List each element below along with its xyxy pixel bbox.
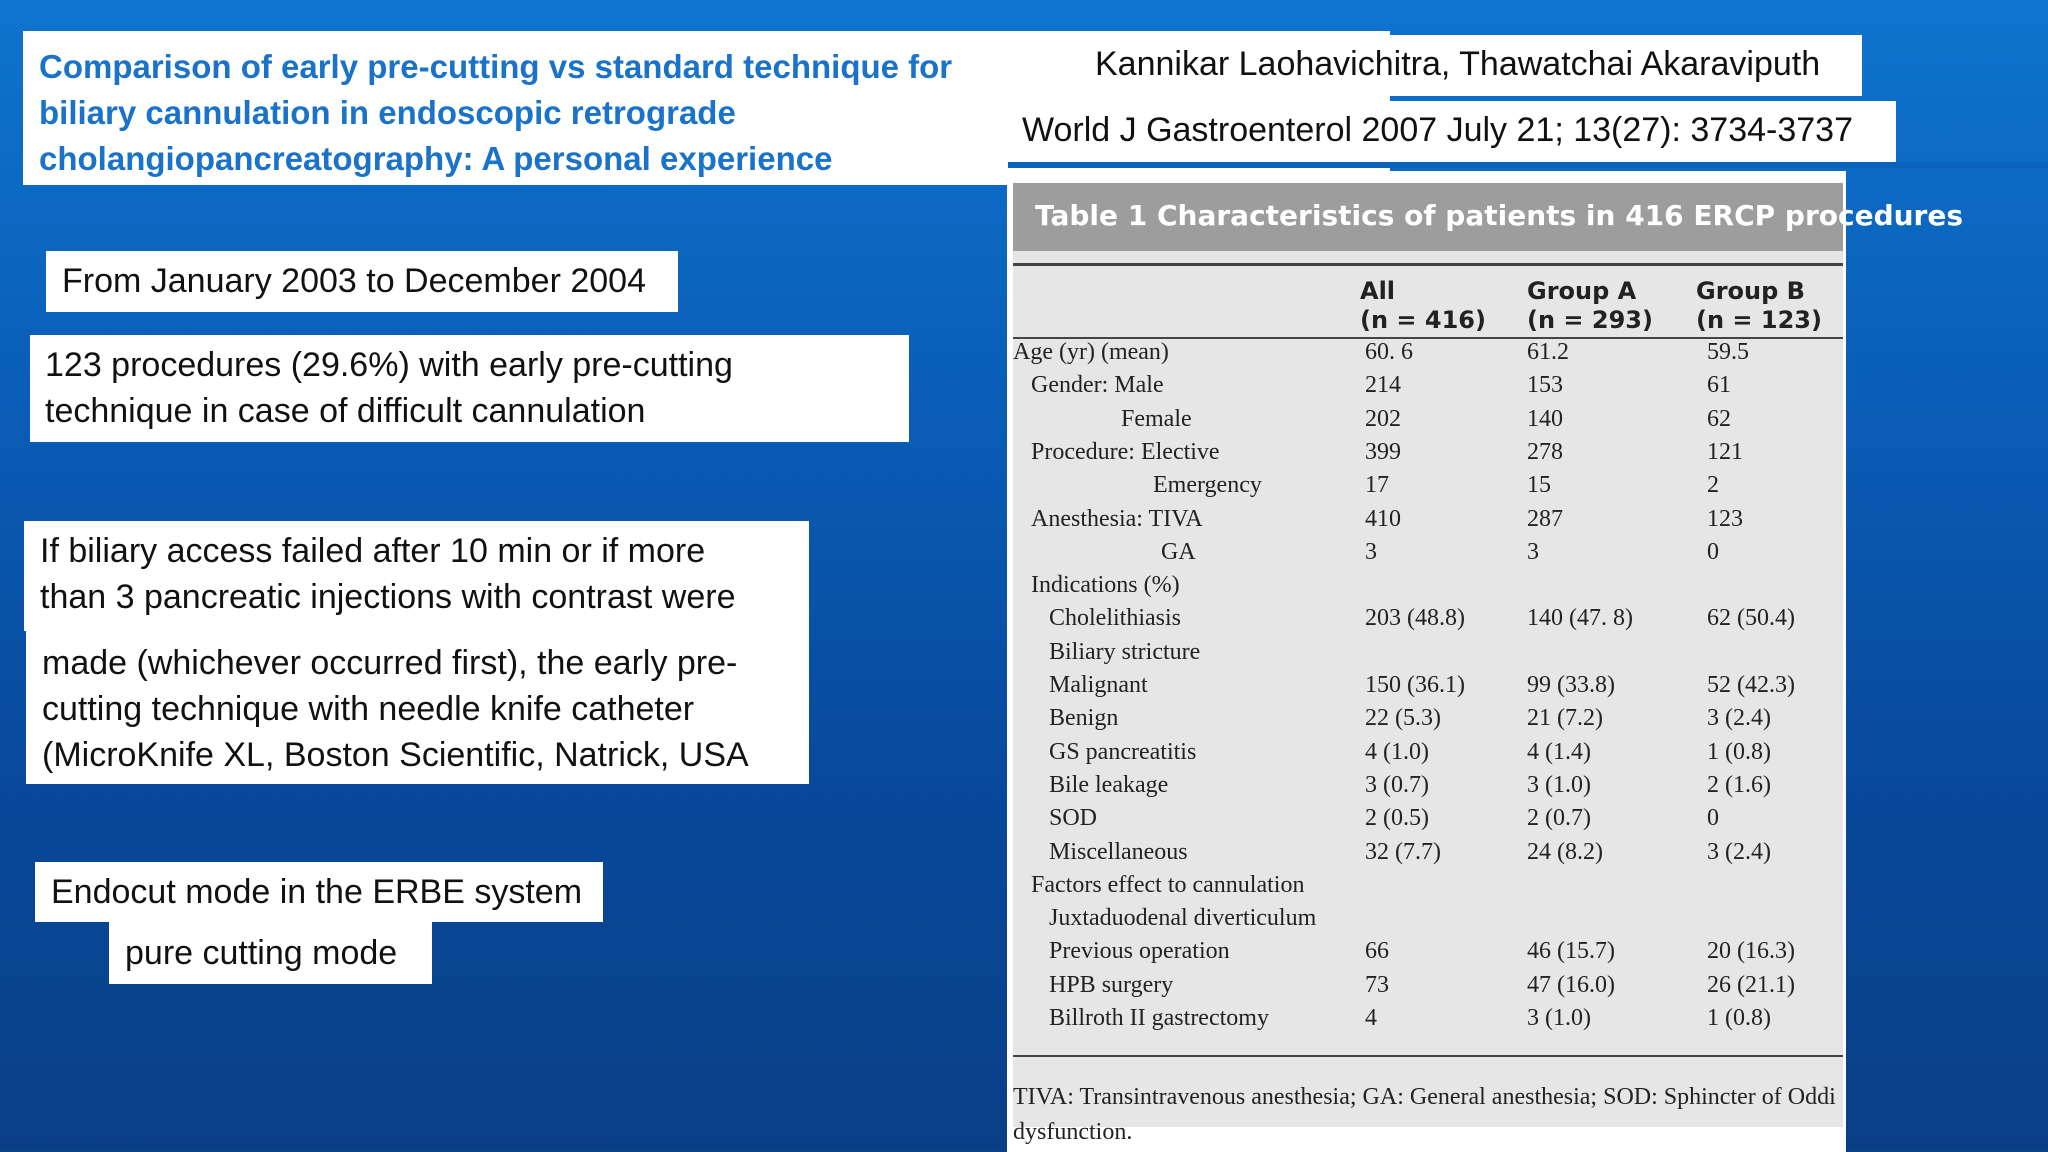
table-cell: 3 bbox=[1365, 538, 1377, 565]
procedures-box bbox=[30, 335, 909, 442]
table-cell: 3 (1.0) bbox=[1527, 1005, 1591, 1031]
table-cell: 4 (1.0) bbox=[1365, 738, 1429, 765]
table-cell: 202 bbox=[1365, 405, 1401, 432]
criteria-line-2: than 3 pancreatic injections with contrast were bbox=[40, 578, 736, 616]
endocut-box bbox=[35, 862, 603, 922]
citation: World J Gastroenterol 2007 July 21; 13(27): 3734-3737 bbox=[1022, 111, 1853, 149]
table-cell: 0 bbox=[1707, 805, 1719, 832]
row-label: SOD bbox=[1049, 805, 1098, 832]
study-period: From January 2003 to December 2004 bbox=[62, 262, 646, 300]
row-label: GS pancreatitis bbox=[1049, 738, 1197, 765]
row-label: Age (yr) (mean) bbox=[1013, 339, 1169, 365]
row-label: GA bbox=[1161, 538, 1196, 565]
table-cell: 1 (0.8) bbox=[1707, 738, 1771, 765]
table-cell: 0 bbox=[1707, 538, 1719, 565]
row-label: Female bbox=[1121, 405, 1192, 432]
table-cell: 26 (21.1) bbox=[1707, 971, 1795, 998]
criteria-line-1: If biliary access failed after 10 min or if more bbox=[40, 532, 706, 570]
criteria-line-4: cutting technique with needle knife catheter bbox=[42, 690, 695, 728]
endocut-text: Endocut mode in the ERBE system bbox=[51, 873, 583, 911]
table-cell: 410 bbox=[1365, 505, 1401, 532]
table-cell: 203 (48.8) bbox=[1365, 605, 1465, 632]
row-label: Malignant bbox=[1049, 672, 1148, 698]
table-cell: 121 bbox=[1707, 438, 1743, 465]
row-label: Juxtaduodenal diverticulum bbox=[1049, 905, 1317, 932]
table-cell: 20 (16.3) bbox=[1707, 938, 1795, 965]
criteria-line-3: made (whichever occurred first), the early pre- bbox=[42, 644, 738, 682]
table-cell: 2 (0.7) bbox=[1527, 805, 1591, 832]
table-cell: 3 bbox=[1527, 538, 1539, 565]
table-cell: 3 (2.4) bbox=[1707, 838, 1771, 865]
table-cell: 22 (5.3) bbox=[1365, 705, 1441, 732]
row-label: Emergency bbox=[1153, 472, 1262, 499]
table-cell: 61 bbox=[1707, 372, 1731, 399]
table-cell: 278 bbox=[1527, 438, 1563, 465]
table-cell: 99 (33.8) bbox=[1527, 672, 1615, 698]
slide-title: Comparison of early pre-cutting vs standard technique for biliary cannulation in endoscopic retrograde cholangiopancreatography: A personal experience bbox=[39, 48, 953, 177]
row-label: Cholelithiasis bbox=[1049, 605, 1181, 632]
criteria-box-top bbox=[24, 521, 809, 631]
table-cell: 60. 6 bbox=[1365, 339, 1413, 365]
table-cell: 3 (2.4) bbox=[1707, 705, 1771, 732]
period-box bbox=[46, 251, 678, 312]
table-cell: 214 bbox=[1365, 372, 1401, 399]
column-header: Group A bbox=[1527, 277, 1637, 305]
table-cell: 3 (0.7) bbox=[1365, 771, 1429, 798]
row-label: Previous operation bbox=[1049, 938, 1230, 965]
row-label: Anesthesia: TIVA bbox=[1031, 505, 1203, 532]
row-label: Procedure: Elective bbox=[1031, 438, 1220, 465]
table-caption: Table 1 Characteristics of patients in 416 ERCP procedures bbox=[1035, 199, 1964, 232]
citation-box bbox=[1008, 101, 1896, 162]
table-top-rule bbox=[1013, 263, 1843, 266]
column-header: Group B bbox=[1696, 277, 1805, 305]
row-label: Indications (%) bbox=[1031, 572, 1180, 599]
table-cell: 1 (0.8) bbox=[1707, 1005, 1771, 1031]
table-cell: 287 bbox=[1527, 505, 1563, 532]
table-cell: 123 bbox=[1707, 505, 1743, 532]
table-cell: 3 (1.0) bbox=[1527, 771, 1591, 798]
table-cell: 2 bbox=[1707, 472, 1719, 499]
table-cell: 150 (36.1) bbox=[1365, 672, 1465, 698]
table-cell: 46 (15.7) bbox=[1527, 938, 1615, 965]
procedures-line-2: technique in case of difficult cannulation bbox=[45, 392, 646, 430]
row-label: Bile leakage bbox=[1049, 771, 1169, 798]
table-cell: 2 (0.5) bbox=[1365, 805, 1429, 832]
table-cell: 59.5 bbox=[1707, 339, 1749, 365]
authors-box bbox=[1065, 35, 1862, 96]
table-cell: 153 bbox=[1527, 372, 1563, 399]
column-header-n: (n = 416) bbox=[1360, 306, 1486, 334]
table-cell: 62 bbox=[1707, 405, 1731, 432]
criteria-line-5: (MicroKnife XL, Boston Scientific, Natrick, USA bbox=[42, 736, 749, 774]
column-header: All bbox=[1360, 277, 1396, 305]
table-cell: 140 bbox=[1527, 405, 1563, 432]
procedures-line-1: 123 procedures (29.6%) with early pre-cutting bbox=[45, 346, 733, 384]
table-cell: 47 (16.0) bbox=[1527, 971, 1615, 998]
table-cell: 21 (7.2) bbox=[1527, 705, 1603, 732]
table-cell: 62 (50.4) bbox=[1707, 605, 1795, 632]
divider bbox=[1008, 162, 2048, 168]
table-cell: 399 bbox=[1365, 438, 1401, 465]
column-header-n: (n = 293) bbox=[1527, 306, 1653, 334]
table-panel bbox=[1007, 171, 1964, 1152]
table-caption-bar bbox=[1013, 183, 1964, 251]
column-header-n: (n = 123) bbox=[1696, 306, 1822, 334]
table-cell: 24 (8.2) bbox=[1527, 838, 1603, 865]
table-cell: 4 bbox=[1365, 1005, 1377, 1031]
table-cell: 32 (7.7) bbox=[1365, 838, 1441, 865]
row-label: Miscellaneous bbox=[1049, 838, 1188, 865]
table-footnote: TIVA: Transintravenous anesthesia; GA: General anesthesia; SOD: Sphincter of Oddi dysfunction. bbox=[1013, 1084, 1836, 1145]
authors: Kannikar Laohavichitra, Thawatchai Akaraviputh bbox=[1095, 45, 1821, 83]
table-cell: 2 (1.6) bbox=[1707, 771, 1771, 798]
pure-cutting-box bbox=[109, 922, 432, 984]
row-label: Billroth II gastrectomy bbox=[1049, 1005, 1269, 1031]
criteria-box-bottom bbox=[26, 629, 809, 784]
table-cell: 140 (47. 8) bbox=[1527, 605, 1633, 632]
row-label: Factors effect to cannulation bbox=[1031, 871, 1305, 898]
row-label: Benign bbox=[1049, 705, 1119, 732]
table-cell: 61.2 bbox=[1527, 339, 1569, 365]
table-cell: 73 bbox=[1365, 971, 1389, 998]
table-cell: 4 (1.4) bbox=[1527, 738, 1591, 765]
row-label: Biliary stricture bbox=[1049, 638, 1201, 665]
row-label: HPB surgery bbox=[1049, 971, 1174, 998]
row-label: Gender: Male bbox=[1031, 372, 1164, 399]
table-cell: 52 (42.3) bbox=[1707, 672, 1795, 698]
table-bottom-rule bbox=[1013, 1055, 1843, 1057]
table-cell: 17 bbox=[1365, 472, 1389, 499]
pure-cutting-text: pure cutting mode bbox=[125, 934, 398, 972]
table-cell: 66 bbox=[1365, 938, 1389, 965]
table-cell: 15 bbox=[1527, 472, 1551, 499]
